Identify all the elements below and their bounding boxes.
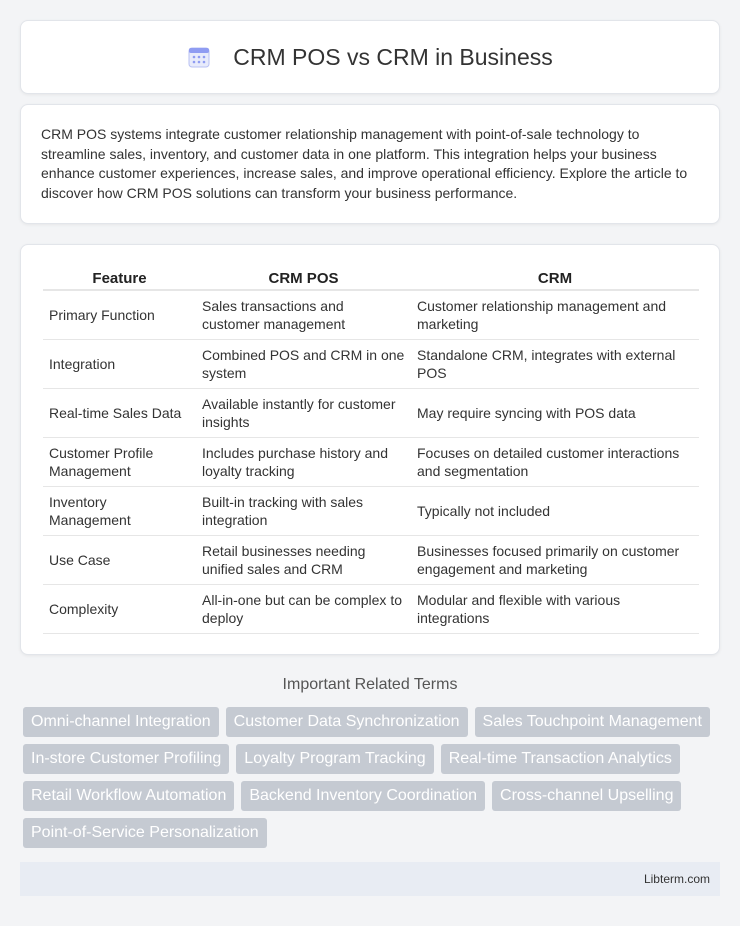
comparison-table [43,267,699,634]
cell-feature: Customer Profile Management [43,438,196,487]
cell-feature: Inventory Management [43,487,196,536]
cell-crm: Standalone CRM, integrates with external POS [411,340,699,389]
intro-card [20,104,720,224]
related-term-tag[interactable]: Cross-channel Upselling [492,781,681,811]
cell-feature: Use Case [43,536,196,585]
cell-crm: Customer relationship management and marketing [411,291,699,340]
table-row [43,487,699,536]
cell-crm: Businesses focused primarily on customer engagement and marketing [411,536,699,585]
cell-crm-pos: Built-in tracking with sales integration [196,487,411,536]
cell-crm-pos: Includes purchase history and loyalty tracking [196,438,411,487]
cell-crm: Focuses on detailed customer interactions and segmentation [411,438,699,487]
header-crm-pos: CRM POS [196,267,411,291]
related-term-tag[interactable]: Real-time Transaction Analytics [441,744,680,774]
cell-crm: Typically not included [411,487,699,536]
cell-feature: Primary Function [43,291,196,340]
related-term-tag[interactable]: Backend Inventory Coordination [241,781,485,811]
table-row [43,438,699,487]
cell-crm-pos: All-in-one but can be complex to deploy [196,585,411,634]
header-feature: Feature [43,267,196,291]
related-terms-list [23,707,723,848]
table-row [43,291,699,340]
related-terms-title: Important Related Terms [282,676,458,693]
page-title: CRM POS vs CRM in Business [233,43,553,70]
related-term-tag[interactable]: In-store Customer Profiling [23,744,229,774]
related-term-tag[interactable]: Retail Workflow Automation [23,781,234,811]
header-crm: CRM [411,267,699,291]
cell-feature: Complexity [43,585,196,634]
table-row [43,585,699,634]
cell-feature: Integration [43,340,196,389]
table-row [43,340,699,389]
related-term-tag[interactable]: Point-of-Service Personalization [23,818,267,848]
related-term-tag[interactable]: Omni-channel Integration [23,707,219,737]
table-header-row [43,267,699,291]
table-row [43,536,699,585]
cell-crm-pos: Available instantly for customer insights [196,389,411,438]
footer [20,862,720,896]
cell-crm-pos: Combined POS and CRM in one system [196,340,411,389]
related-term-tag[interactable]: Customer Data Synchronization [226,707,468,737]
title-card [20,20,720,94]
calendar-icon [187,45,211,69]
footer-site: Libterm.com [643,872,710,886]
cell-crm: Modular and flexible with various integrations [411,585,699,634]
related-term-tag[interactable]: Loyalty Program Tracking [236,744,433,774]
related-term-tag[interactable]: Sales Touchpoint Management [475,707,710,737]
cell-crm-pos: Sales transactions and customer management [196,291,411,340]
comparison-card [20,244,720,655]
intro-paragraph: CRM POS systems integrate customer relationship management with point-of-sale technology to streamline sales, inventory, and customer data in one platform. This integration helps your business enhance customer experiences, increase sales, and improve operational efficiency. Explore the article to discover how CRM POS solutions can transform your business performance. [41,126,688,201]
cell-feature: Real-time Sales Data [43,389,196,438]
cell-crm-pos: Retail businesses needing unified sales and CRM [196,536,411,585]
table-row [43,389,699,438]
cell-crm: May require syncing with POS data [411,389,699,438]
